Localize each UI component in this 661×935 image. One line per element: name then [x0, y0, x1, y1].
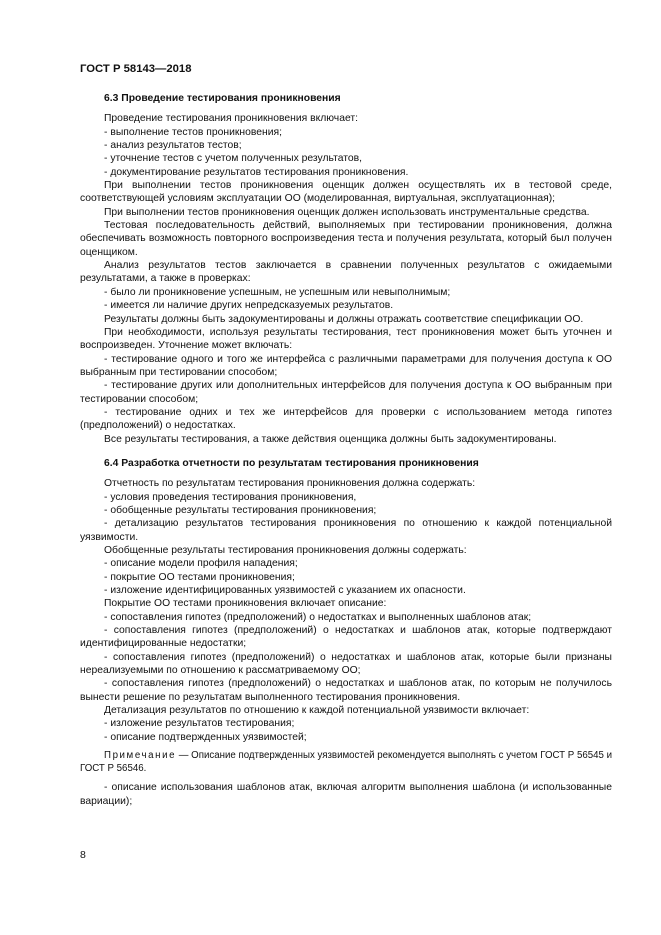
list-item: - описание использования шаблонов атак, включая алгоритм выполнения шаблона (и использованные вариации); — [80, 782, 612, 807]
list-item: - имеется ли наличие других непредсказуемых результатов. — [104, 300, 394, 312]
list-item: - документирование результатов тестирования проникновения. — [104, 166, 409, 178]
section-6-3-body — [80, 112, 612, 446]
paragraph: Отчетность по результатам тестирования проникновения должна содержать: — [104, 478, 476, 490]
list-item: - сопоставления гипотез (предположений) о недостатках и шаблонов атак, по которым не получилось вынести решение по результатам выполненного тестирования проникновения. — [80, 678, 612, 703]
section-spacer — [80, 446, 612, 457]
list-item: - анализ результатов тестов; — [104, 140, 242, 152]
list-item: - сопоставления гипотез (предположений) о недостатках и выполненных шаблонов атак; — [104, 611, 532, 623]
section-6-4-body — [80, 477, 612, 808]
paragraph: Детализация результатов по отношению к каждой потенциальной уязвимости включает: — [104, 705, 530, 717]
paragraph: Результаты должны быть задокументированы и должны отражать соответствие спецификации ОО. — [104, 313, 584, 325]
note-label: Примечание — [104, 750, 177, 762]
list-item: - описание подтвержденных уязвимостей; — [104, 731, 307, 743]
list-item: - условия проведения тестирования проникновения, — [104, 491, 357, 503]
list-item: - описание модели профиля нападения; — [104, 558, 298, 570]
note-text: — Описание подтвержденных уязвимостей рекомендуется выполнять с учетом ГОСТ Р 56545 и ГОСТ Р 56546. — [80, 750, 612, 774]
paragraph: При выполнении тестов проникновения оценщик должен осуществлять их в тестовой среде, соответствующей условиям эксплуатации ОО (моделированная, виртуальная, эксплуатационная); — [80, 180, 612, 205]
paragraph: При выполнении тестов проникновения оценщик должен использовать инструментальные средства. — [104, 206, 590, 218]
list-item: - было ли проникновение успешным, не успешным или невыполнимым; — [104, 286, 451, 298]
page-number: 8 — [80, 849, 86, 861]
list-item: - тестирование других или дополнительных интерфейсов для получения доступа к ОО выбранным при тестировании способом; — [80, 380, 612, 405]
list-item: - выполнение тестов проникновения; — [104, 126, 282, 138]
list-item: - уточнение тестов с учетом полученных результатов, — [104, 153, 363, 165]
paragraph: Покрытие ОО тестами проникновения включает описание: — [104, 598, 387, 610]
list-item: - тестирование одних и тех же интерфейсов для проверки с использованием метода гипотез (предположений) о недостатках. — [80, 406, 612, 432]
list-item: - изложение результатов тестирования; — [104, 718, 295, 730]
list-item: - сопоставления гипотез (предположений) о недостатках и шаблонов атак, которые подтверждают идентифицированные недостатки; — [80, 625, 612, 650]
paragraph: Анализ результатов тестов заключается в сравнении полученных результатов с ожидаемыми результатами, а также в проверках: — [80, 260, 612, 285]
list-item: - сопоставления гипотез (предположений) о недостатках и шаблонов атак, которые были признаны нереализуемыми по отношению к рассматриваемому ОО; — [80, 651, 612, 677]
paragraph: При необходимости, используя результаты тестирования, тест проникновения может быть уточнен и воспроизведен. Уточнение может включать: — [80, 326, 612, 352]
note-block — [80, 750, 612, 775]
list-item: - тестирование одного и того же интерфейса с различными параметрами для получения доступа к ОО выбранным при тестировании способом; — [80, 353, 612, 378]
paragraph: Проведение тестирования проникновения включает: — [104, 113, 358, 125]
section-heading-6-4: 6.4 Разработка отчетности по результатам тестирования проникновения — [104, 457, 479, 469]
list-item: - изложение идентифицированных уязвимостей с указанием их опасности. — [104, 585, 466, 597]
list-item: - детализацию результатов тестирования проникновения по отношению к каждой потенциальной уязвимости. — [80, 518, 612, 543]
document-id-header: ГОСТ Р 58143—2018 — [80, 63, 192, 75]
paragraph: Тестовая последовательность действий, выполняемых при тестировании проникновения, должна обеспечивать возможность повторного воспроизведения теста и получения результата, который был получен оценщиком. — [80, 220, 612, 258]
paragraph: Обобщенные результаты тестирования проникновения должны содержать: — [104, 545, 467, 556]
section-heading-6-3: 6.3 Проведение тестирования проникновения — [104, 93, 341, 104]
document-body — [80, 92, 612, 808]
paragraph: Все результаты тестирования, а также действия оценщика должны быть задокументированы. — [104, 433, 557, 445]
list-item: - покрытие ОО тестами проникновения; — [104, 571, 295, 583]
list-item: - обобщенные результаты тестирования проникновения; — [104, 504, 377, 516]
